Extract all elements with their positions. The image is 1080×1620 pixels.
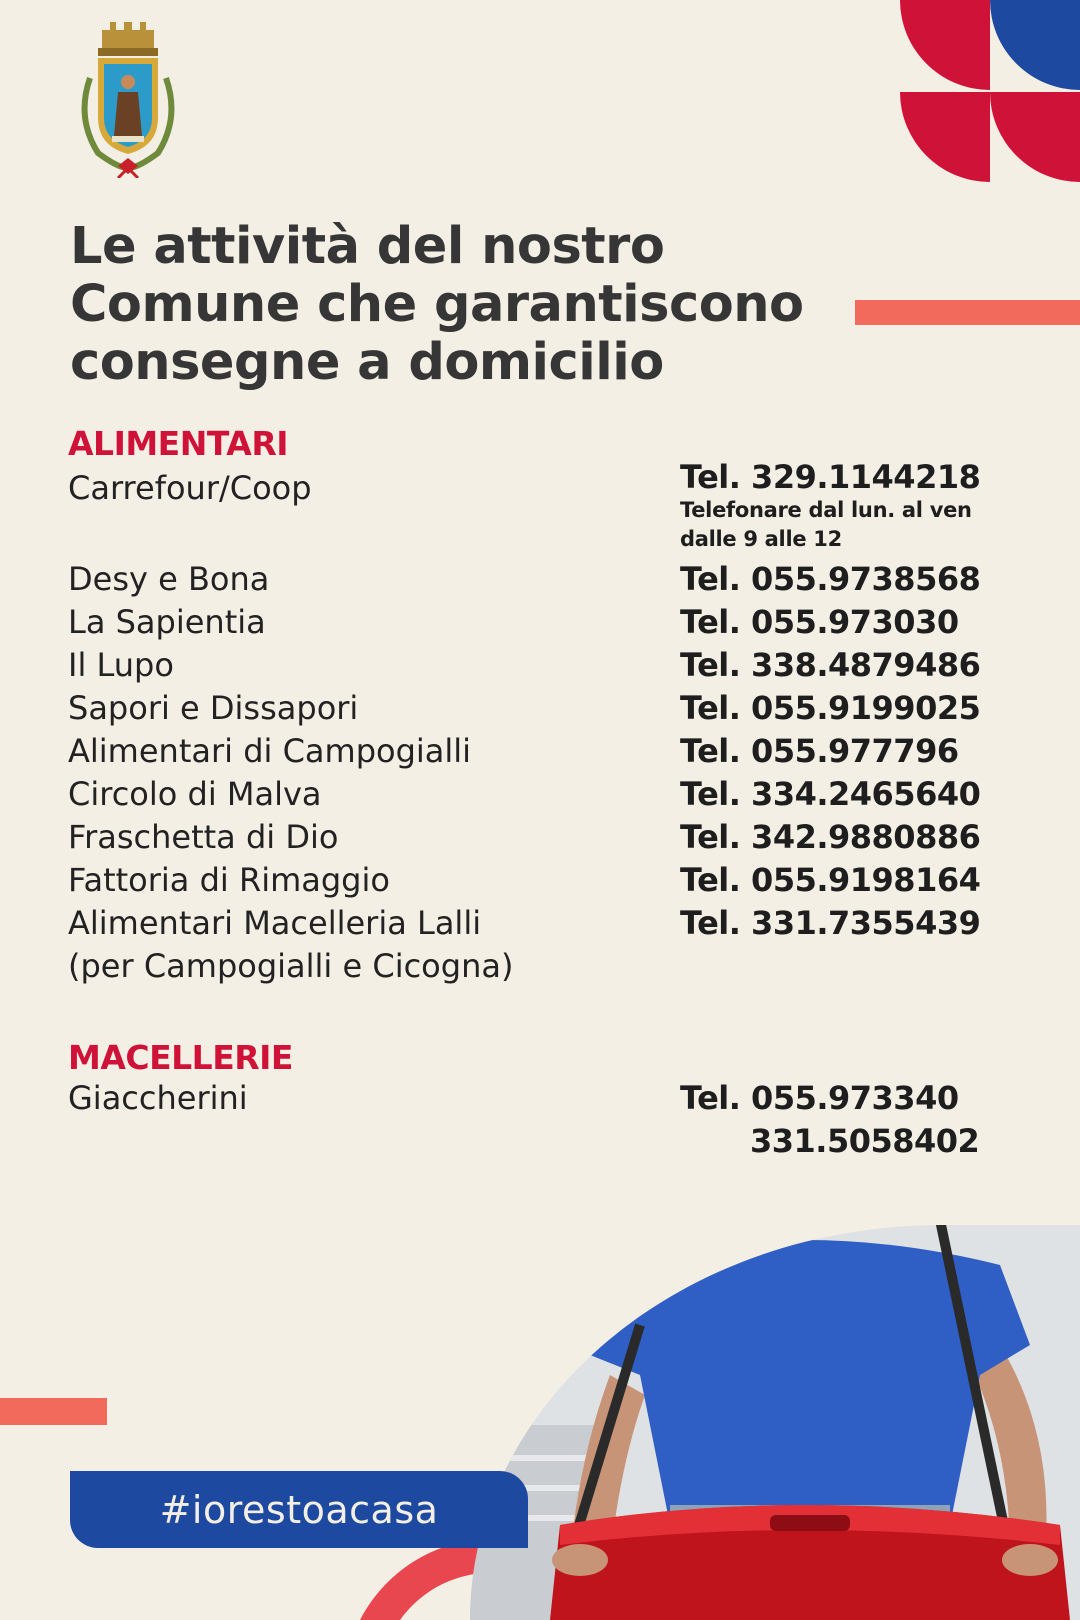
section-heading-alimentari: ALIMENTARI [68,424,289,463]
title-line: Le attività del nostro [70,217,665,276]
phone-number: Tel. 055.9738568 [680,560,981,598]
business-name: Desy e Bona [68,560,270,598]
list-item [68,644,1028,687]
list-item [68,902,1028,945]
list-item [68,687,1028,730]
business-name: Fraschetta di Dio [68,818,339,856]
hashtag-text: #iorestoacasa [159,1487,439,1532]
phone-number: Tel. 055.973340 [680,1079,959,1117]
phone-number: Tel. 342.9880886 [680,818,981,856]
phone-number: Tel. 334.2465640 [680,775,981,813]
phone-number: Tel. 055.9199025 [680,689,981,727]
phone-number-secondary: 331.5058402 [750,1122,980,1160]
title-line: Comune che garantiscono [70,275,804,334]
list-item [68,558,1028,601]
list-item [68,601,1028,644]
phone-number: Tel. 055.973030 [680,603,959,641]
accent-bar-right [855,300,1080,325]
business-name: Alimentari Macelleria Lalli [68,904,482,942]
page-title [70,218,850,392]
municipal-coat-of-arms-icon [68,18,188,178]
phone-number: Tel. 331.7355439 [680,904,981,942]
geometric-decoration [900,0,1080,182]
opening-hours-note [680,496,972,554]
business-name: Sapori e Dissapori [68,689,359,727]
business-list [68,558,1028,988]
title-line: consegne a domicilio [70,333,664,392]
phone-number: Tel. 055.9198164 [680,861,981,899]
business-name: La Sapientia [68,603,266,641]
list-item [68,773,1028,816]
business-name: Circolo di Malva [68,775,322,813]
hashtag-banner [70,1471,528,1548]
accent-bar-left [0,1398,107,1425]
business-name: Fattoria di Rimaggio [68,861,390,899]
list-item [68,859,1028,902]
business-name-detail: (per Campogialli e Cicogna) [68,947,514,985]
list-item [68,816,1028,859]
business-name: Alimentari di Campogialli [68,732,472,770]
phone-number: Tel. 055.977796 [680,732,959,770]
list-item [68,730,1028,773]
delivery-person-photo [470,1225,1080,1620]
business-name: Giaccherini [68,1079,248,1117]
phone-number: Tel. 329.1144218 [680,458,981,496]
note-line: Telefonare dal lun. al ven [680,498,972,522]
section-heading-macellerie: MACELLERIE [68,1038,293,1077]
business-name: Carrefour/Coop [68,469,312,507]
note-line: dalle 9 alle 12 [680,527,842,551]
phone-number: Tel. 338.4879486 [680,646,981,684]
business-name: Il Lupo [68,646,174,684]
